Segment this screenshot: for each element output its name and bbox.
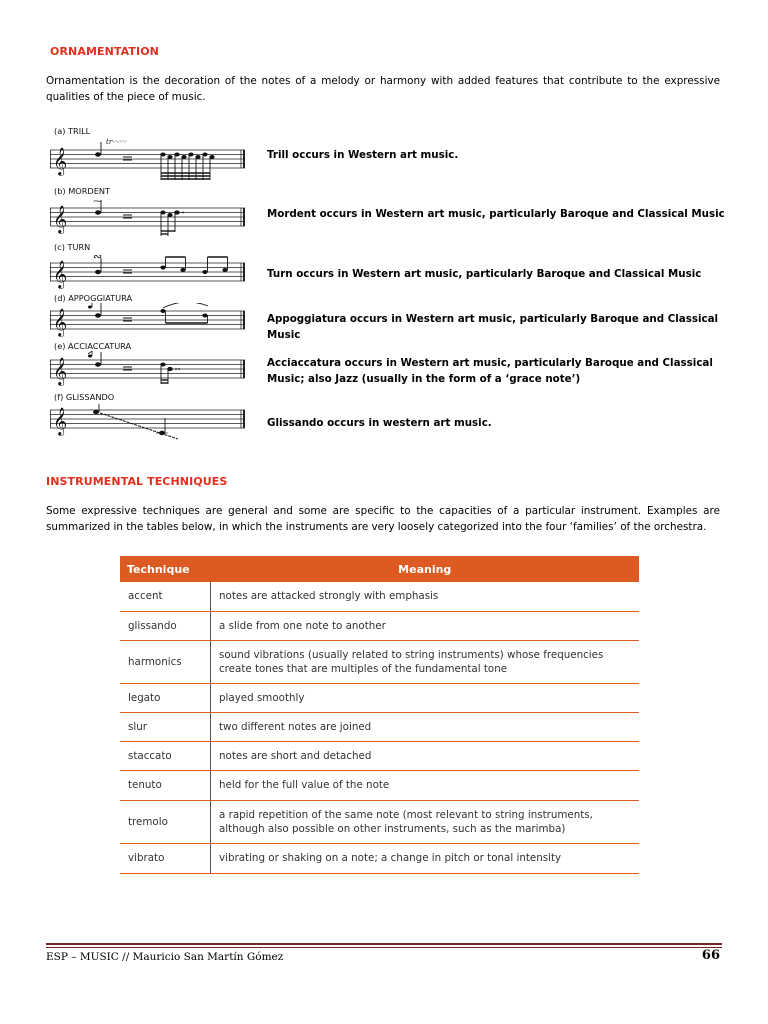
ornament-description: Acciaccatura occurs in Western art music, particularly Baroque and Classical Music; also Jazz (usually in the form of a ‘grace note’)	[267, 357, 713, 385]
svg-text:∾: ∾	[93, 252, 103, 263]
meaning-cell: played smoothly	[211, 683, 640, 712]
ornamentation-heading: ORNAMENTATION	[50, 45, 159, 58]
technique-cell: harmonics	[120, 640, 211, 683]
svg-text:𝄞: 𝄞	[53, 407, 68, 435]
ornament-glissando	[50, 390, 730, 440]
column-header-meaning: Meaning	[211, 556, 640, 582]
meaning-cell: two different notes are joined	[211, 712, 640, 741]
meaning-cell: sound vibrations (usually related to string instruments) whose frequencies create tones that are multiples of the fundamental tone	[211, 640, 640, 683]
acciaccatura-notation	[50, 351, 246, 387]
footer-text: ESP – MUSIC // Mauricio San Martín Gómez	[46, 951, 284, 963]
technique-cell: slur	[120, 712, 211, 741]
ornament-label: (a) TRILL	[54, 126, 91, 136]
ornament-acciaccatura	[50, 339, 730, 391]
table-row	[120, 611, 639, 640]
technique-cell: staccato	[120, 741, 211, 770]
instrumental-heading: INSTRUMENTAL TECHNIQUES	[46, 475, 228, 488]
table-row	[120, 800, 639, 843]
ornament-label: (e) ACCIACCATURA	[54, 341, 132, 351]
meaning-cell: a rapid repetition of the same note (most relevant to string instruments, although also possible on other instruments, such as the marimba)	[211, 800, 640, 843]
page-number: 66	[701, 948, 720, 963]
trill-notation	[50, 136, 246, 182]
ornament-mordent	[50, 184, 730, 244]
meaning-cell: vibrating or shaking on a note; a change in pitch or tonal intensity	[211, 843, 640, 873]
svg-text:tr〰〰: tr〰〰	[106, 138, 127, 146]
ornament-trill	[50, 124, 730, 184]
technique-cell: glissando	[120, 611, 211, 640]
meaning-cell: held for the full value of the note	[211, 770, 640, 800]
column-header-technique: Technique	[120, 556, 211, 582]
table-row	[120, 640, 639, 683]
ornament-label: (d) APPOGGIATURA	[54, 293, 133, 303]
svg-text:⁓: ⁓	[93, 197, 102, 207]
meaning-cell: notes are short and detached	[211, 741, 640, 770]
meaning-cell: notes are attacked strongly with emphasis	[211, 582, 640, 611]
instrumental-intro: Some expressive techniques are general and some are specific to the capacities of a particular instrument. Examples are summarized in the tables below, in which the instruments are very loosely categorized into the four ‘families’ of the orchestra.	[46, 505, 720, 533]
svg-text:𝄞: 𝄞	[53, 308, 68, 336]
table-row	[120, 712, 639, 741]
turn-notation	[50, 252, 246, 292]
ornament-label: (c) TURN	[54, 242, 91, 252]
ornament-description: Appoggiatura occurs in Western art music, particularly Baroque and Classical Music	[267, 313, 719, 341]
technique-cell: tremolo	[120, 800, 211, 843]
svg-text:𝄞: 𝄞	[53, 260, 68, 288]
footer-rule	[46, 943, 722, 945]
table-row	[120, 683, 639, 712]
technique-cell: accent	[120, 582, 211, 611]
appoggiatura-notation	[50, 303, 246, 339]
ornamentation-intro: Ornamentation is the decoration of the notes of a melody or harmony with added features that contribute to the expressive qualities of the piece of music.	[46, 75, 720, 103]
technique-cell: legato	[120, 683, 211, 712]
ornament-description: Trill occurs in Western art music.	[267, 149, 459, 161]
ornament-label: (f) GLISSANDO	[54, 392, 115, 402]
technique-cell: tenuto	[120, 770, 211, 800]
meaning-cell: a slide from one note to another	[211, 611, 640, 640]
table-row	[120, 843, 639, 873]
ornament-description: Turn occurs in Western art music, particularly Baroque and Classical Music	[267, 268, 702, 280]
mordent-notation	[50, 196, 246, 242]
table-header-row	[120, 556, 639, 582]
table-row	[120, 770, 639, 800]
ornament-description: Mordent occurs in Western art music, particularly Baroque and Classical Music	[267, 208, 725, 220]
ornament-turn	[50, 240, 730, 290]
technique-cell: vibrato	[120, 843, 211, 873]
footer-rule-thin	[46, 947, 722, 948]
ornament-label: (b) MORDENT	[54, 186, 110, 196]
table-row	[120, 582, 639, 611]
glissando-notation	[50, 404, 246, 442]
svg-text:𝄞: 𝄞	[53, 147, 68, 175]
ornament-description: Glissando occurs in western art music.	[267, 417, 492, 429]
svg-text:𝄞: 𝄞	[53, 205, 68, 233]
table-row	[120, 741, 639, 770]
svg-text:𝄞: 𝄞	[53, 357, 68, 385]
ornament-appoggiatura	[50, 291, 730, 341]
techniques-table	[120, 556, 639, 874]
